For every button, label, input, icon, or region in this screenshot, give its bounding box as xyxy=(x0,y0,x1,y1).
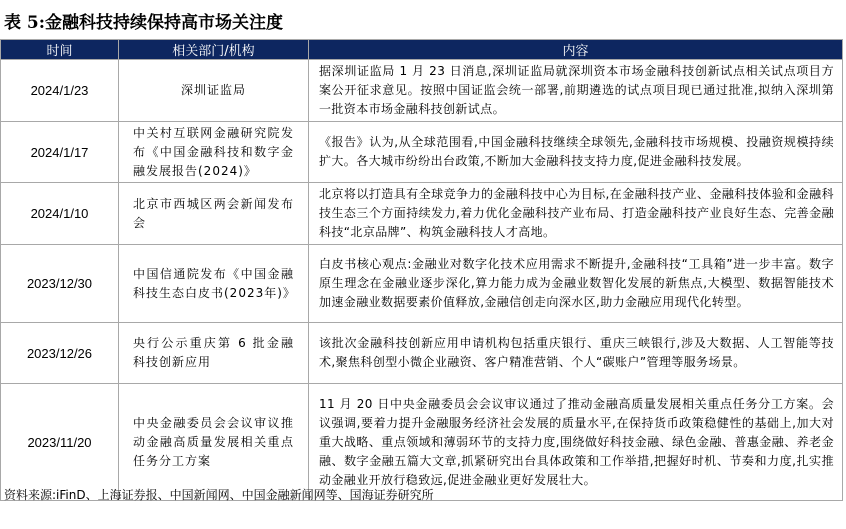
row-date: 2024/1/23 xyxy=(1,60,119,122)
row-org: 中央金融委员会会议审议推动金融高质量发展相关重点任务分工方案 xyxy=(119,384,309,501)
table-title: 表 5:金融科技持续保持高市场关注度 xyxy=(4,12,284,33)
table-header xyxy=(1,40,843,60)
row-content: 白皮书核心观点:金融业对数字化技术应用需求不断提升,金融科技“工具箱”进一步丰富。数字原生理念在金融业逐步深化,算力能力成为金融业数智化发展的新焦点,大模型、数据智能技术加速金融业数据要素价值释放,金融信创走向深水区,助力金融应用现代化转型。 xyxy=(309,245,843,323)
table-row xyxy=(1,60,843,122)
row-org: 中国信通院发布《中国金融科技生态白皮书(2023年)》 xyxy=(119,245,309,323)
table-row xyxy=(1,245,843,323)
table-row xyxy=(1,384,843,501)
row-org: 北京市西城区两会新闻发布会 xyxy=(119,183,309,245)
attention-table xyxy=(0,39,843,501)
row-date: 2023/12/26 xyxy=(1,323,119,384)
row-content: 《报告》认为,从全球范围看,中国金融科技继续全球领先,金融科技市场规模、投融资规模持续扩大。各大城市纷纷出台政策,不断加大金融科技支持力度,促进金融科技发展。 xyxy=(309,122,843,183)
row-content: 据深圳证监局 1 月 23 日消息,深圳证监局就深圳资本市场金融科技创新试点相关试点项目方案公开征求意见。按照中国证监会统一部署,前期遴选的试点项目现已通过批准,拟纳入深圳第一批资本市场金融科技创新试点。 xyxy=(309,60,843,122)
row-date: 2024/1/10 xyxy=(1,183,119,245)
row-org: 中关村互联网金融研究院发布《中国金融科技和数字金融发展报告(2024)》 xyxy=(119,122,309,183)
table-row xyxy=(1,183,843,245)
table-row xyxy=(1,323,843,384)
row-content: 该批次金融科技创新应用申请机构包括重庆银行、重庆三峡银行,涉及大数据、人工智能等技术,聚焦科创型小微企业融资、客户精准营销、个人“碳账户”管理等服务场景。 xyxy=(309,323,843,384)
row-date: 2023/11/20 xyxy=(1,384,119,501)
row-date: 2024/1/17 xyxy=(1,122,119,183)
row-org: 央行公示重庆第 6 批金融科技创新应用 xyxy=(119,323,309,384)
header-org: 相关部门/机构 xyxy=(119,40,309,60)
row-content: 11 月 20 日中央金融委员会会议审议通过了推动金融高质量发展相关重点任务分工方案。会议强调,要着力提升金融服务经济社会发展的质量水平,在保持货币政策稳健性的基础上,加大对重大战略、重点领域和薄弱环节的支持力度,围绕做好科技金融、绿色金融、普惠金融、养老金融、数字金融五篇大文章,抓紧研究出台具体政策和工作举措,把握好时机、节奏和力度,扎实推动金融业开放行稳致远,促进金融业更好发展壮大。 xyxy=(309,384,843,501)
source-note: 资料来源:iFinD、上海证券报、中国新闻网、中国金融新闻网等、国海证券研究所 xyxy=(4,488,434,502)
row-org: 深圳证监局 xyxy=(119,60,309,122)
table-row xyxy=(1,122,843,183)
row-date: 2023/12/30 xyxy=(1,245,119,323)
header-time: 时间 xyxy=(1,40,119,60)
row-content: 北京将以打造具有全球竞争力的金融科技中心为目标,在金融科技产业、金融科技体验和金融科技生态三个方面持续发力,着力优化金融科技产业布局、打造金融科技产业良好生态、完善金融科技“北京品牌”、构筑金融科技人才高地。 xyxy=(309,183,843,245)
header-content: 内容 xyxy=(309,40,843,60)
